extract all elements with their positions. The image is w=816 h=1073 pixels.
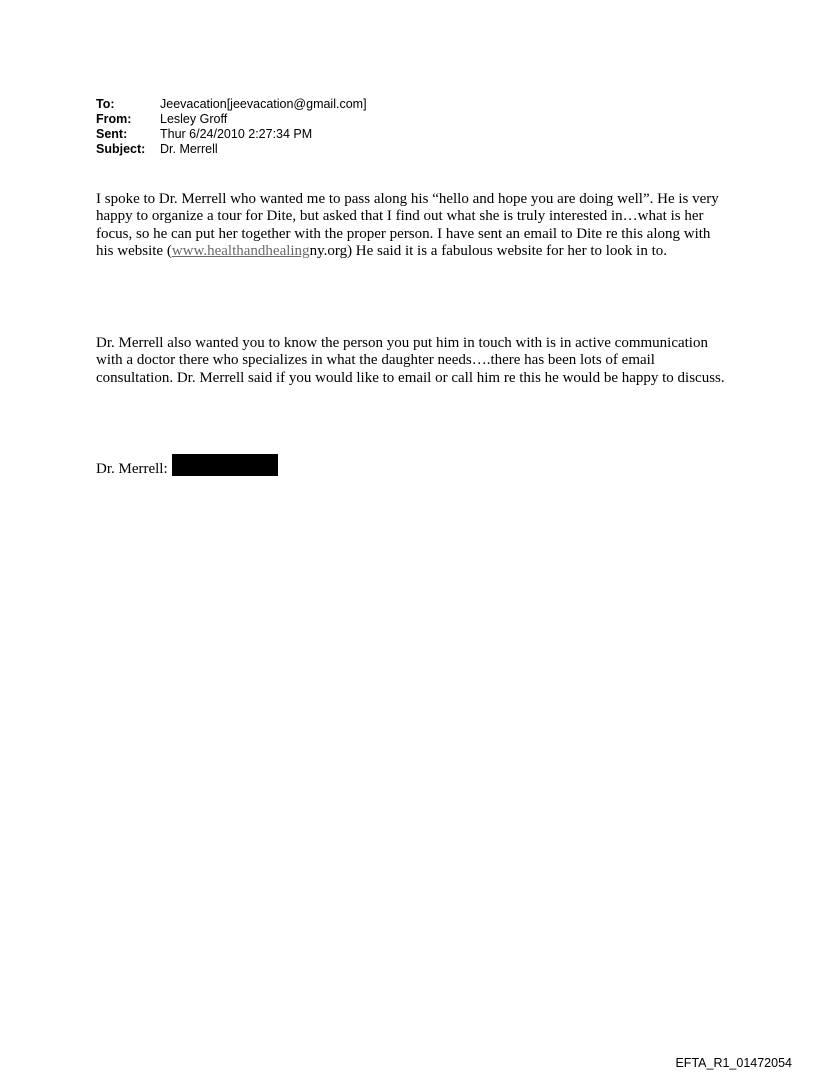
para1-text-end: ny.org) He said it is a fabulous website for her to look in to.	[309, 243, 667, 260]
sent-row	[96, 127, 367, 142]
subject-value: Dr. Merrell	[160, 142, 218, 156]
redaction-block	[172, 454, 278, 476]
from-value: Lesley Groff	[160, 112, 228, 126]
email-header	[96, 97, 367, 157]
para1-text-start: I spoke to Dr. Merrell who wanted me to pass along his “hello and hope you are doing well”. He is very happy to organize a tour for Dite, but asked that I find out what she is truly interested in…what is her focus, so he can put her together with the proper person. I have sent an email to Dite re this along with his website (	[96, 191, 719, 260]
subject-row	[96, 142, 367, 157]
body-paragraph-2: Dr. Merrell also wanted you to know the person you put him in touch with is in active communication with a doctor there who specializes in what the daughter needs….there has been lots of email consultation. Dr. Merrell said if you would like to email or call him re this he would be happy to discuss.	[96, 335, 725, 386]
from-label: From:	[96, 112, 132, 126]
sent-label: Sent:	[96, 127, 128, 141]
sent-value: Thur 6/24/2010 2:27:34 PM	[160, 127, 313, 141]
subject-label: Subject:	[96, 142, 146, 156]
to-value: Jeevacation[jeevacation@gmail.com]	[160, 97, 367, 111]
contact-label: Dr. Merrell:	[96, 460, 168, 477]
contact-line	[96, 458, 278, 480]
from-row	[96, 112, 367, 127]
body-paragraph-1	[96, 191, 726, 261]
to-row	[96, 97, 367, 112]
website-link[interactable]: www.healthandhealing	[171, 243, 310, 260]
to-label: To:	[96, 97, 115, 111]
document-id: EFTA_R1_01472054	[675, 1056, 792, 1070]
